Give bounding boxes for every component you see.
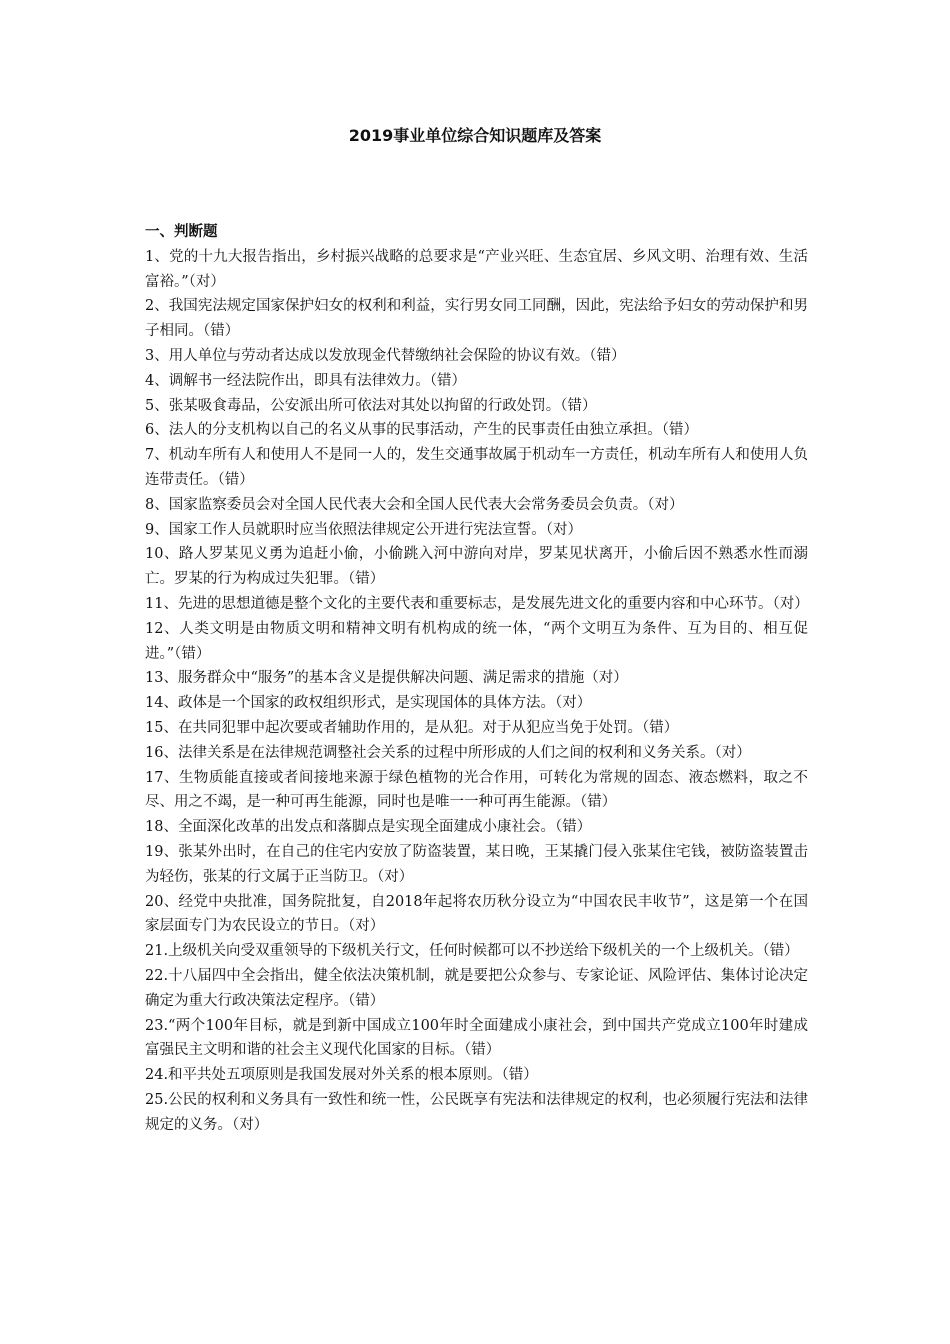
- section-heading: 一、判断题: [145, 224, 218, 240]
- question-item: 7、机动车所有人和使用人不是同一人的，发生交通事故属于机动车一方责任，机动车所有人和使用人负连带责任。（错）: [145, 447, 808, 488]
- question-item: 19、张某外出时，在自己的住宅内安放了防盗装置，某日晚，王某撬门侵入张某住宅钱，被防盗装置击为轻伤，张某的行文属于正当防卫。（对）: [145, 843, 808, 885]
- question-item: 18、全面深化改革的出发点和落脚点是实现全面建成小康社会。（错）: [145, 819, 592, 836]
- question-item: 13、服务群众中“服务”的基本含义是提供解决问题、满足需求的措施（对）: [145, 670, 628, 687]
- question-item: 6、法人的分支机构以自己的名义从事的民事活动，产生的民事责任由独立承担。（错）: [145, 422, 698, 439]
- question-item: 20、经党中央批准，国务院批复，自2018年起将农历秋分设立为“中国农民丰收节”，这是第一个在国家层面专门为农民设立的节日。（对）: [145, 893, 808, 935]
- question-item: 3、用人单位与劳动者达成以发放现金代替缴纳社会保险的协议有效。（错）: [145, 347, 626, 364]
- question-item: 5、张某吸食毒品，公安派出所可依法对其处以拘留的行政处罚。（错）: [145, 397, 597, 414]
- question-item: 12、人类文明是由物质文明和精神文明有机构成的统一体，“两个文明互为条件、互为目的、相互促进。”（错）: [145, 620, 808, 662]
- question-item: 10、路人罗某见义勇为追赶小偷，小偷跳入河中游向对岸，罗某见状离开，小偷后因不熟悉水性而溺亡。罗某的行为构成过失犯罪。（错）: [145, 546, 808, 588]
- question-item: 14、政体是一个国家的政权组织形式，是实现国体的具体方法。（对）: [145, 695, 592, 712]
- question-item: 17、生物质能直接或者间接地来源于绿色植物的光合作用，可转化为常规的固态、液态燃料，取之不尽、用之不竭，是一种可再生能源，同时也是唯一一种可再生能源。（错）: [145, 769, 808, 811]
- question-item: 2、我国宪法规定国家保护妇女的权利和利益，实行男女同工同酬，因此，宪法给予妇女的劳动保护和男子相同。（错）: [145, 298, 808, 340]
- question-item: 15、在共同犯罪中起次要或者辅助作用的，是从犯。对于从犯应当免于处罚。（错）: [145, 719, 679, 736]
- question-item: 23.“两个100年目标，就是到新中国成立100年时全面建成小康社会，到中国共产党成立100年时建成富强民主文明和谐的社会主义现代化国家的目标。（错）: [145, 1017, 808, 1059]
- question-item: 21.上级机关向受双重领导的下级机关行文，任何时候都可以不抄送给下级机关的一个上级机关。（错）: [145, 943, 799, 960]
- question-item: 11、先进的思想道德是整个文化的主要代表和重要标志，是发展先进文化的重要内容和中心环节。（对）: [145, 595, 809, 612]
- question-item: 24.和平共处五项原则是我国发展对外关系的根本原则。（错）: [145, 1067, 538, 1084]
- question-item: 16、法律关系是在法律规范调整社会关系的过程中所形成的人们之间的权利和义务关系。（对）: [145, 744, 751, 761]
- question-item: 1、党的十九大报告指出，乡村振兴战略的总要求是“产业兴旺、生态宜居、乡风文明、治理有效、生活富裕。”（对）: [145, 248, 808, 290]
- question-item: 9、国家工作人员就职时应当依照法律规定公开进行宪法宣誓。（对）: [145, 521, 582, 538]
- document-title: 2019事业单位综合知识题库及答案: [348, 126, 602, 145]
- question-item: 25.公民的权利和义务具有一致性和统一性，公民既享有宪法和法律规定的权利，也必须履行宪法和法律规定的义务。（对）: [145, 1091, 808, 1133]
- question-item: 4、调解书一经法院作出，即具有法律效力。（错）: [145, 372, 466, 389]
- question-item: 8、国家监察委员会对全国人民代表大会和全国人民代表大会常务委员会负责。（对）: [145, 496, 684, 513]
- document-body: [145, 220, 808, 1137]
- question-item: 22.十八届四中全会指出，健全依法决策机制，就是要把公众参与、专家论证、风险评估、集体讨论决定确定为重大行政决策法定程序。（错）: [145, 967, 808, 1009]
